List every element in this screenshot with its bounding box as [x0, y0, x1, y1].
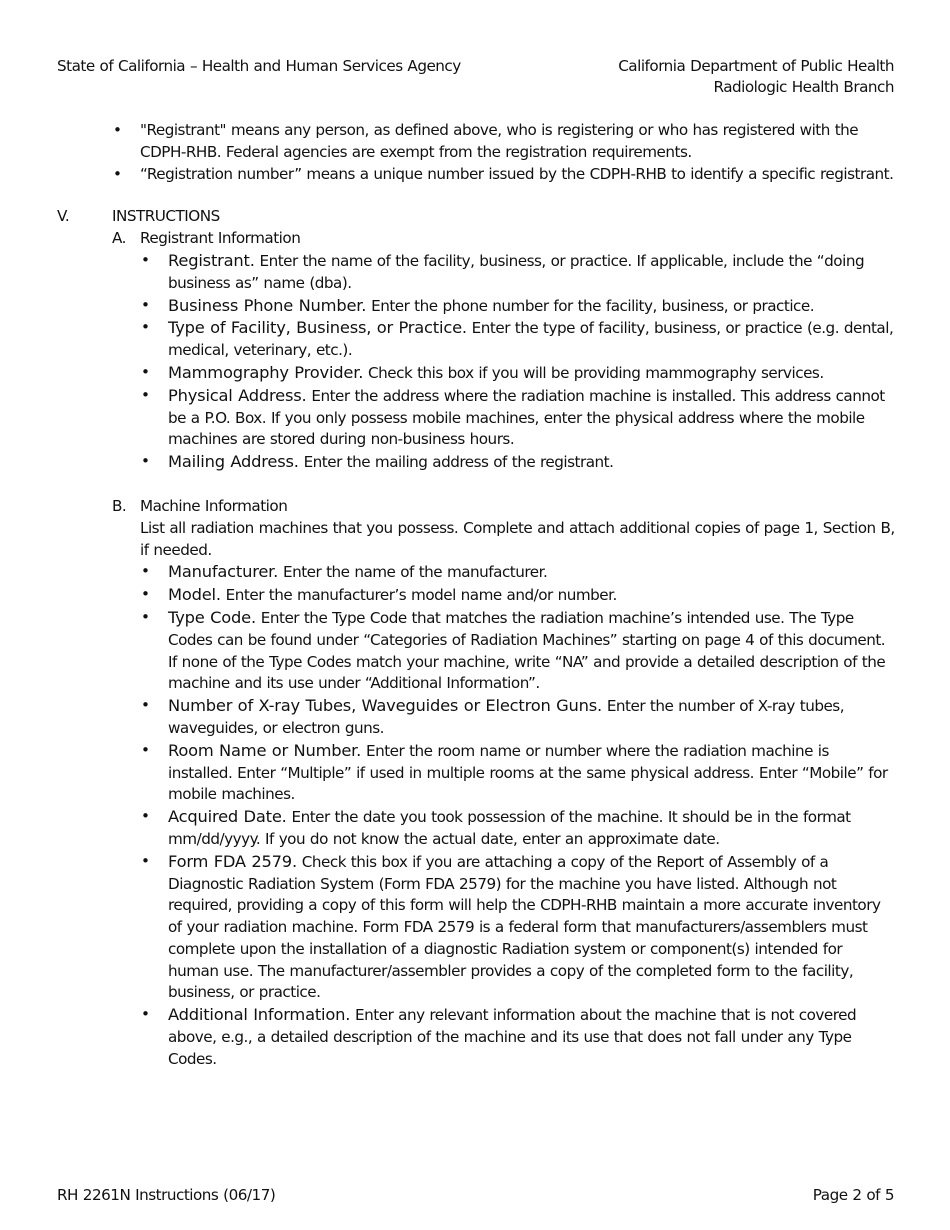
- document-body: [57, 120, 897, 1071]
- list-item: [141, 362, 897, 385]
- list-item: [141, 250, 897, 295]
- bullet-icon: •: [141, 807, 150, 826]
- header-department-name: California Department of Public Health: [618, 57, 894, 75]
- subsection-letter: A.: [112, 229, 126, 248]
- item-term: Number of X-ray Tubes, Waveguides or Electron Guns.: [168, 696, 602, 716]
- definition-item: [113, 164, 897, 186]
- bullet-icon: •: [141, 585, 150, 604]
- list-item: [141, 295, 897, 318]
- section-title: INSTRUCTIONS: [112, 207, 220, 226]
- list-item: [141, 806, 897, 851]
- item-description: Enter the phone number for the facility, business, or practice.: [366, 296, 815, 315]
- bullet-icon: •: [141, 851, 150, 870]
- list-item: [141, 607, 897, 695]
- item-term: Acquired Date.: [168, 807, 287, 827]
- item-description: Check this box if you are attaching a copy of the Report of Assembly of a Diagnostic Radiation System (Form FDA 2579) for the machine you have listed. Although not required, providing a copy of this form will help the CDPH-RHB maintain a more accurate inventory of your radiation machine. Form FDA 2579 is a federal form that manufacturers/assemblers must complete upon the installation of a diagnostic Radiation system or component(s) intended for human use. The manufacturer/assembler provides a copy of the completed form to the facility, business, or practice.: [168, 852, 881, 1002]
- item-description: Enter the number of X-ray tubes, waveguides, or electron guns.: [168, 697, 845, 737]
- bullet-icon: •: [141, 452, 150, 471]
- item-description: Enter the type of facility, business, or practice (e.g. dental, medical, veterinary, etc.).: [168, 319, 894, 360]
- list-item: [141, 584, 897, 607]
- item-term: Type of Facility, Business, or Practice.: [168, 318, 467, 338]
- bullet-icon: •: [141, 250, 150, 269]
- footer-form-id: RH 2261N Instructions (06/17): [57, 1186, 276, 1204]
- list-item: [141, 1004, 897, 1070]
- bullet-icon: •: [141, 607, 150, 626]
- item-description: Check this box if you will be providing mammography services.: [363, 363, 824, 382]
- section-instructions: [57, 206, 897, 1070]
- header-branch-name: Radiologic Health Branch: [713, 78, 894, 96]
- header-agency: State of California – Health and Human Services Agency: [57, 57, 461, 75]
- bullet-icon: •: [113, 164, 122, 183]
- bullet-icon: •: [141, 385, 150, 404]
- bullet-icon: •: [141, 1005, 150, 1024]
- item-description: Enter any relevant information about the machine that is not covered above, e.g., a detailed description of the machine and its use that does not fall under any Type Codes.: [168, 1006, 857, 1068]
- bullet-icon: •: [141, 562, 150, 581]
- item-term: Type Code.: [168, 607, 256, 627]
- item-description: Enter the room name or number where the radiation machine is installed. Enter “Multiple” if used in multiple rooms at the same physical address. Enter “Mobile” for mobile machines.: [168, 741, 888, 804]
- registrant-items-list: [141, 250, 897, 474]
- definition-item: [113, 120, 897, 164]
- item-description: Enter the Type Code that matches the radiation machine’s intended use. The Type Codes can be found under “Categories of Radiation Machines” starting on page 4 of this document. If none of the Type Codes match your machine, write “NA” and provide a detailed description of the machine and its use under “Additional Information”.: [168, 608, 886, 693]
- item-term: Form FDA 2579.: [168, 851, 297, 871]
- item-term: Model.: [168, 585, 221, 605]
- bullet-icon: •: [141, 696, 150, 715]
- item-description: Enter the mailing address of the registrant.: [298, 453, 614, 472]
- list-item: [141, 561, 897, 584]
- item-term: Physical Address.: [168, 385, 307, 405]
- item-description: Enter the address where the radiation machine is installed. This address cannot be a P.O. Box. If you only possess mobile machines, enter the physical address where the mobile machines are stored during non-business hours.: [168, 386, 885, 449]
- item-term: Business Phone Number.: [168, 295, 367, 315]
- footer-page-number: Page 2 of 5: [812, 1186, 894, 1204]
- list-item: [141, 317, 897, 362]
- item-description: Enter the name of the facility, business, or practice. If applicable, include the “doing business as” name (dba).: [168, 251, 865, 292]
- subsection-intro: List all radiation machines that you possess. Complete and attach additional copies of page 1, Section B, if needed.: [140, 518, 895, 559]
- item-term: Registrant.: [168, 250, 255, 270]
- item-description: Enter the manufacturer’s model name and/or number.: [220, 586, 617, 605]
- item-description: Enter the name of the manufacturer.: [278, 563, 548, 582]
- subsection-title: Machine Information: [140, 496, 288, 515]
- list-item: [141, 695, 897, 740]
- bullet-icon: •: [113, 121, 122, 139]
- item-term: Mammography Provider.: [168, 362, 364, 382]
- list-item: [141, 385, 897, 451]
- subsection-letter: B.: [112, 496, 127, 515]
- list-item: [141, 451, 897, 474]
- subsection-machine-information: [112, 496, 897, 1071]
- definition-text: “Registration number” means a unique number issued by the CDPH-RHB to identify a specific registrant.: [140, 164, 894, 183]
- item-term: Manufacturer.: [168, 562, 279, 582]
- item-description: Enter the date you took possession of the machine. It should be in the format mm/dd/yyyy. If you do not know the actual date, enter an approximate date.: [168, 808, 851, 848]
- header-department: [618, 56, 894, 98]
- bullet-icon: •: [141, 362, 150, 381]
- bullet-icon: •: [141, 740, 150, 759]
- section-number: V.: [57, 207, 70, 226]
- item-term: Additional Information.: [168, 1005, 351, 1025]
- item-term: Room Name or Number.: [168, 740, 362, 760]
- list-item: [141, 740, 897, 806]
- machine-items-list: [141, 561, 897, 1070]
- bullet-icon: •: [141, 295, 150, 314]
- definition-text: "Registrant" means any person, as defined above, who is registering or who has registered with the CDPH-RHB. Federal agencies are exempt from the registration requirements.: [140, 121, 859, 161]
- item-term: Mailing Address.: [168, 452, 299, 472]
- subsection-title: Registrant Information: [140, 229, 301, 248]
- definitions-list: [113, 120, 897, 185]
- list-item: [141, 851, 897, 1005]
- bullet-icon: •: [141, 318, 150, 337]
- subsection-registrant-information: [112, 228, 897, 474]
